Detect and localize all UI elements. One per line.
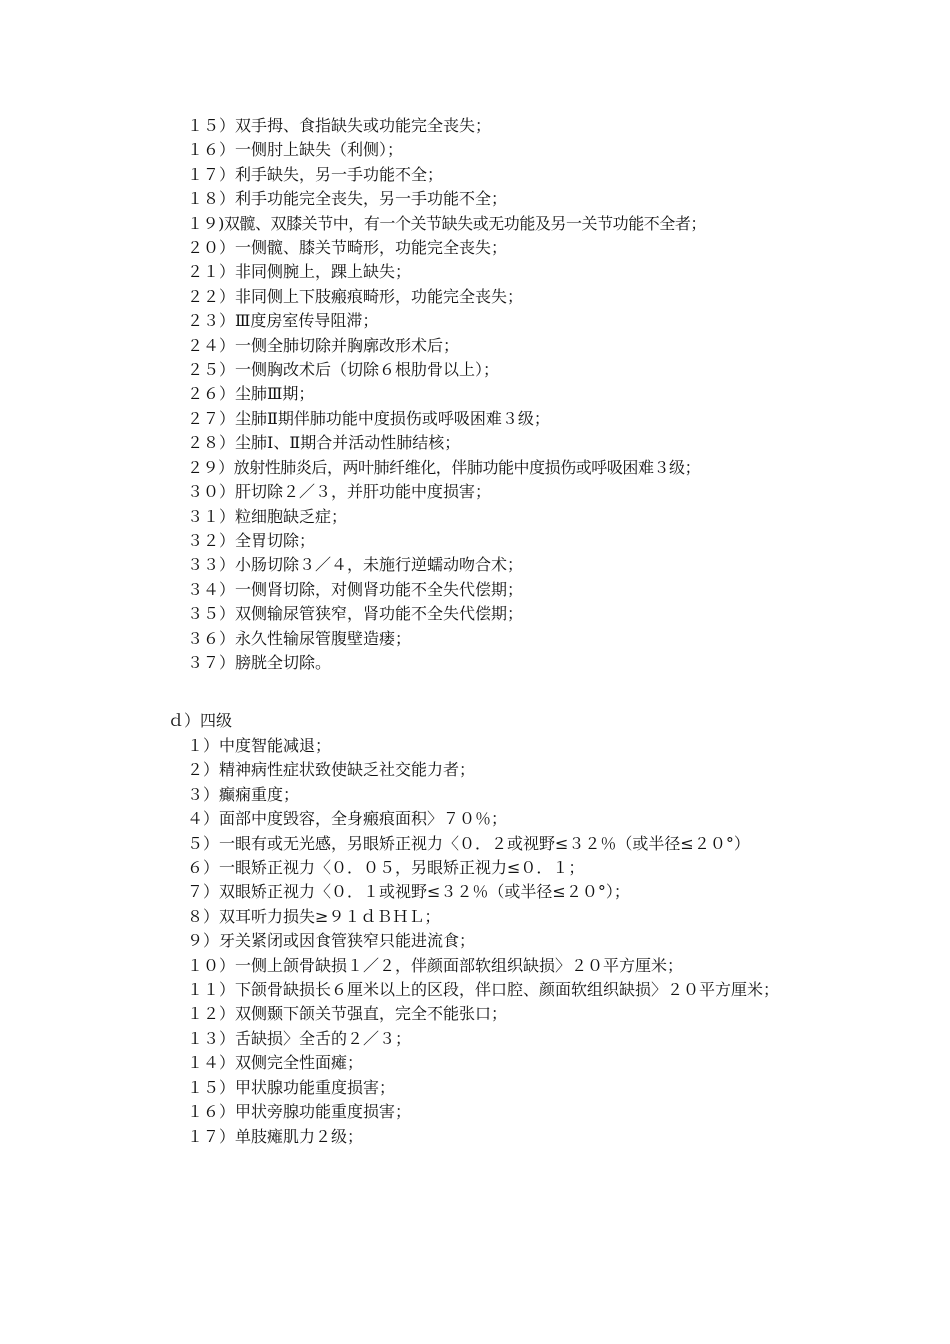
section-d-list (145, 734, 815, 1149)
list-item: ３５）双侧输尿管狭窄，肾功能不全失代偿期； (187, 604, 524, 624)
list-item: ３０）肝切除２／３，并肝功能中度损害； (187, 482, 492, 502)
list-item: １３）舌缺损〉全舌的２／３； (187, 1028, 412, 1048)
list-item: ７）双眼矫正视力〈０．１或视野≤３２％（或半径≤２０°）； (187, 882, 630, 902)
list-item: ３４）一侧肾切除，对侧肾功能不全失代偿期； (187, 579, 524, 599)
list-item: ３７）膀胱全切除。 (187, 652, 332, 672)
list-item: １５）甲状腺功能重度损害； (187, 1077, 396, 1097)
list-item: ４）面部中度毁容，全身瘢痕面积〉７０％； (187, 809, 508, 829)
list-item: ２３）Ⅲ度房室传导阻滞； (187, 311, 379, 331)
section-d-heading-block (168, 709, 868, 733)
list-item: ３１）粒细胞缺乏症； (187, 506, 348, 526)
list-item: ３）癫痫重度； (187, 784, 300, 804)
list-item: ３６）永久性输尿管腹壁造瘘； (187, 628, 412, 648)
list-item: ２０）一侧髋、膝关节畸形，功能完全丧失； (187, 238, 508, 258)
list-item: ２２）非同侧上下肢瘢痕畸形，功能完全丧失； (187, 286, 524, 306)
list-item: １４）双侧完全性面瘫； (187, 1053, 364, 1073)
list-item: ３２）全胃切除； (187, 530, 316, 550)
list-item: １７）单肢瘫肌力２级； (187, 1126, 364, 1146)
list-item: ２４）一侧全肺切除并胸廓改形术后； (187, 335, 460, 355)
list-item: １０）一侧上颌骨缺损１／２，伴颜面部软组织缺损〉２０平方厘米； (187, 955, 684, 975)
list-item: １１）下颌骨缺损长６厘米以上的区段，伴口腔、颜面软组织缺损〉２０平方厘米； (187, 980, 780, 1000)
list-item: １２）双侧颞下颌关节强直，完全不能张口； (187, 1004, 508, 1024)
list-item: １６）甲状旁腺功能重度损害； (187, 1102, 412, 1122)
list-item: ２６）尘肺Ⅲ期； (187, 384, 315, 404)
list-item: １７）利手缺失，另一手功能不全； (187, 164, 444, 184)
list-item: ２９）放射性肺炎后，两叶肺纤维化，伴肺功能中度损伤或呼吸困难３级； (187, 457, 701, 477)
list-item: ３３）小肠切除３／４，未施行逆蠕动吻合术； (187, 555, 524, 575)
list-item: ５）一眼有或无光感，另眼矫正视力〈０．２或视野≤３２％（或半径≤２０°） (187, 833, 750, 853)
list-item: ２）精神病性症状致使缺乏社交能力者； (187, 760, 476, 780)
list-item: ２１）非同侧腕上，踝上缺失； (187, 262, 412, 282)
list-item: ２７）尘肺Ⅱ期伴肺功能中度损伤或呼吸困难３级； (187, 408, 550, 428)
section-c-list (187, 114, 887, 675)
list-item: １８）利手功能完全丧失，另一手功能不全； (187, 189, 508, 209)
list-item: ８）双耳听力损失≥９１ｄＢＨＬ； (187, 906, 441, 926)
section-heading: ｄ）四级 (168, 711, 233, 730)
list-item: ６）一眼矫正视力〈０．０５，另眼矫正视力≤０．１； (187, 858, 585, 878)
list-item: １５）双手拇、食指缺失或功能完全丧失； (187, 116, 492, 135)
list-item: １６）一侧肘上缺失（利侧）； (187, 140, 404, 160)
list-item: １）中度智能减退； (187, 736, 332, 755)
list-item: ２８）尘肺Ⅰ、Ⅱ期合并活动性肺结核； (187, 433, 461, 453)
list-item: ９）牙关紧闭或因食管狭窄只能进流食； (187, 931, 476, 951)
list-item: １９)双髋、双膝关节中，有一个关节缺失或无功能及另一关节功能不全者； (187, 213, 706, 233)
list-item: ２５）一侧胸改术后（切除６根肋骨以上）； (187, 360, 500, 380)
